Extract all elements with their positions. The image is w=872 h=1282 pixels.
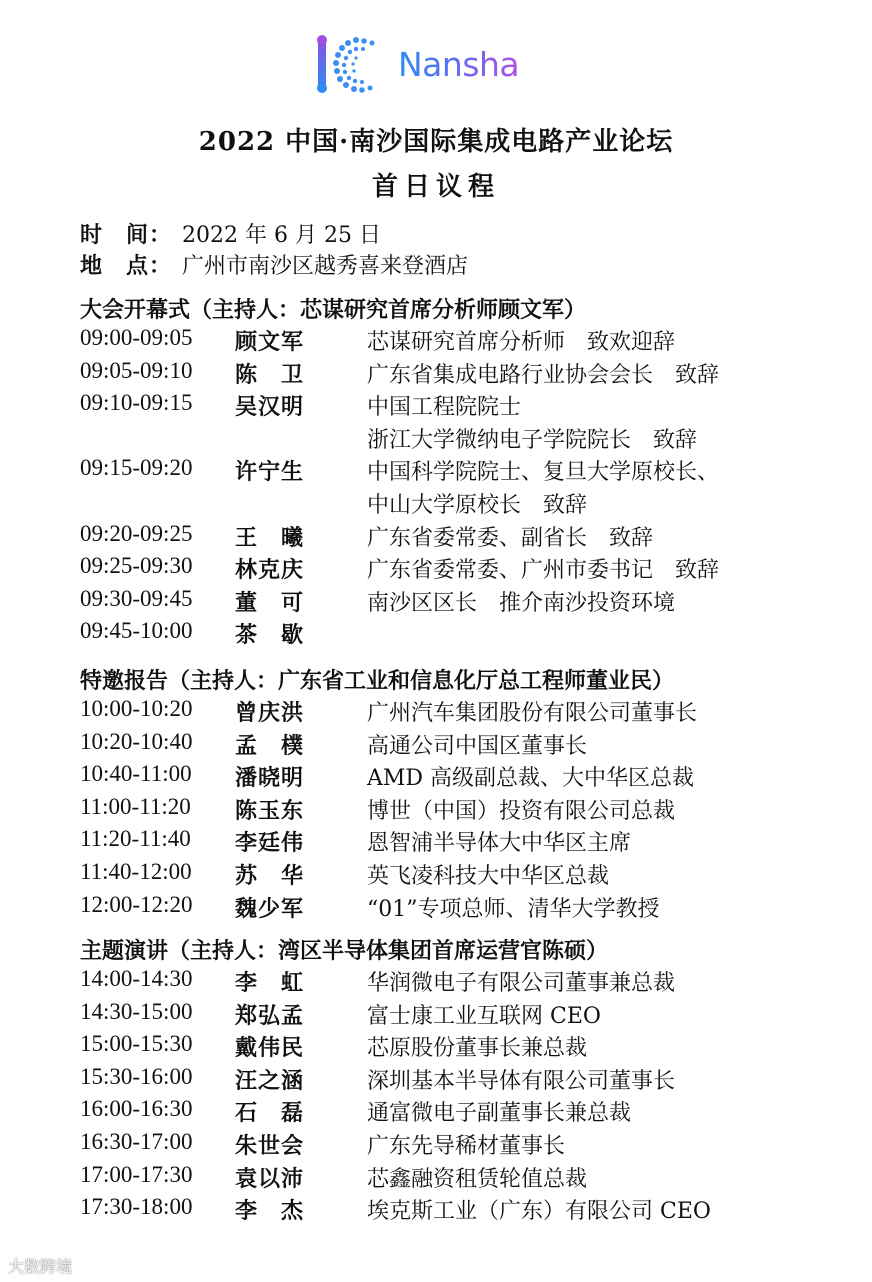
agenda-row <box>80 521 860 553</box>
speaker-name: 朱世会 <box>235 1133 305 1159</box>
speaker-role: 富士康工业互联网 CEO <box>367 1003 601 1029</box>
speaker-name: 林克庆 <box>235 557 305 584</box>
speaker-role: 南沙区区长 推介南沙投资环境 <box>367 590 676 616</box>
speaker-role: 广东先导稀材董事长 <box>367 1134 566 1159</box>
speaker-name: 李 虹 <box>235 970 305 996</box>
speaker-role: 广州汽车集团股份有限公司董事长 <box>367 701 698 726</box>
speaker-name: 董 可 <box>235 589 305 616</box>
agenda-row <box>80 761 860 793</box>
agenda-row <box>80 586 860 618</box>
speaker-role: “01”专项总师、清华大学教授 <box>367 896 660 922</box>
agenda-time: 10:20-10:40 <box>80 728 193 754</box>
speaker-role: 中国工程院院士 <box>367 395 522 421</box>
agenda-row <box>80 618 860 650</box>
speaker-role: 中国科学院院士、复旦大学原校长、 <box>367 460 720 486</box>
speaker-name: 郑弘孟 <box>235 1002 305 1029</box>
agenda-time: 16:30-17:00 <box>80 1129 193 1154</box>
speaker-name: 苏 华 <box>235 863 305 889</box>
agenda-time: 10:00-10:20 <box>80 696 193 721</box>
agenda-row <box>80 892 860 924</box>
meta-time-value: 2022 年 6 月 25 日 <box>182 223 381 248</box>
section-heading-text: 特邀报告（主持人：广东省工业和信息化厅总工程师董业民） <box>80 668 675 694</box>
agenda-row <box>80 455 860 487</box>
agenda-time: 14:30-15:00 <box>80 998 193 1024</box>
agenda-row <box>80 488 860 520</box>
speaker-name: 李廷伟 <box>235 830 305 857</box>
speaker-name: 潘晓明 <box>235 765 305 792</box>
agenda-time: 15:30-16:00 <box>80 1063 193 1089</box>
meta-time <box>80 218 381 249</box>
speaker-role: 芯鑫融资租赁轮值总裁 <box>367 1166 588 1192</box>
meta-place-label: 地 点： <box>80 253 173 279</box>
agenda-time: 09:20-09:25 <box>80 520 193 546</box>
agenda-row <box>80 1096 860 1128</box>
section-heading-text: 大会开幕式（主持人：芯谋研究首席分析师顾文军） <box>80 297 587 323</box>
section-heading <box>80 664 674 695</box>
agenda-row <box>80 859 860 891</box>
watermark: 大数跨境 <box>8 1257 73 1276</box>
agenda-row <box>80 1129 860 1161</box>
agenda-time: 11:20-11:40 <box>80 826 191 852</box>
speaker-role: 埃克斯工业（广东）有限公司 CEO <box>367 1199 711 1225</box>
agenda-time: 09:10-09:15 <box>80 390 193 416</box>
agenda-row <box>80 999 860 1031</box>
meta-place-value: 广州市南沙区越秀喜来登酒店 <box>182 254 469 279</box>
speaker-name: 王 曦 <box>235 524 305 551</box>
section-heading <box>80 293 586 324</box>
section-heading <box>80 934 608 965</box>
agenda-row <box>80 358 860 390</box>
agenda-row <box>80 826 860 858</box>
speaker-name: 陈 卫 <box>235 361 305 388</box>
agenda-time: 14:00-14:30 <box>80 966 193 991</box>
meta-place <box>80 249 468 280</box>
agenda-time: 16:00-16:30 <box>80 1096 193 1122</box>
speaker-role: 博世（中国）投资有限公司总裁 <box>367 798 676 824</box>
nansha-logo-mark-icon <box>312 32 396 102</box>
speaker-name: 陈玉东 <box>235 797 305 824</box>
page-subtitle: 首日议程 <box>371 172 500 202</box>
agenda-time: 11:00-11:20 <box>80 793 191 819</box>
speaker-name: 顾文军 <box>235 329 305 355</box>
agenda-row <box>80 729 860 761</box>
speaker-role: 浙江大学微纳电子学院院长 致辞 <box>367 427 698 453</box>
page-title: 2022 中国·南沙国际集成电路产业论坛 <box>198 127 674 157</box>
speaker-name: 魏少军 <box>235 895 305 922</box>
agenda-row <box>80 1162 860 1194</box>
speaker-role: 通富微电子副董事长兼总裁 <box>367 1101 632 1127</box>
agenda-time: 09:30-09:45 <box>80 585 193 611</box>
agenda-row <box>80 966 860 998</box>
logo-wordmark: Nansha <box>398 45 520 84</box>
speaker-name: 吴汉明 <box>235 394 305 421</box>
agenda-row <box>80 1031 860 1063</box>
agenda-row <box>80 390 860 422</box>
nansha-logo <box>312 32 542 102</box>
section-heading-text: 主题演讲（主持人：湾区半导体集团首席运营官陈硕） <box>80 938 609 964</box>
agenda-row <box>80 794 860 826</box>
speaker-role: 深圳基本半导体有限公司董事长 <box>367 1068 676 1094</box>
meta-time-label: 时 间： <box>80 222 173 248</box>
speaker-name: 许宁生 <box>235 459 305 486</box>
speaker-role: 高通公司中国区董事长 <box>367 733 588 759</box>
speaker-name: 茶 歇 <box>235 622 305 649</box>
agenda-time: 09:15-09:20 <box>80 455 193 481</box>
speaker-role: 广东省集成电路行业协会会长 致辞 <box>367 362 720 388</box>
speaker-name: 孟 樸 <box>235 732 305 759</box>
speaker-role: 恩智浦半导体大中华区主席 <box>367 831 632 857</box>
speaker-role: 广东省委常委、副省长 致辞 <box>367 525 654 551</box>
speaker-role: 芯原股份董事长兼总裁 <box>367 1036 588 1062</box>
speaker-role: 芯谋研究首席分析师 致欢迎辞 <box>367 330 676 355</box>
agenda-row <box>80 696 860 728</box>
speaker-name: 李 杰 <box>235 1198 305 1225</box>
agenda-time: 17:00-17:30 <box>80 1161 193 1187</box>
speaker-name: 汪之涵 <box>235 1067 305 1094</box>
agenda-time: 10:40-11:00 <box>80 761 192 787</box>
agenda-time: 11:40-12:00 <box>80 859 192 884</box>
speaker-name: 曾庆洪 <box>235 700 305 726</box>
speaker-role: 华润微电子有限公司董事兼总裁 <box>367 971 676 996</box>
speaker-role: 中山大学原校长 致辞 <box>367 493 588 518</box>
agenda-time: 09:25-09:30 <box>80 553 193 579</box>
speaker-role: AMD 高级副总裁、大中华区总裁 <box>367 766 695 792</box>
agenda-time: 09:45-10:00 <box>80 618 193 644</box>
agenda-row <box>80 553 860 585</box>
agenda-row <box>80 423 860 455</box>
agenda-row <box>80 325 860 357</box>
speaker-name: 戴伟民 <box>235 1035 305 1062</box>
speaker-name: 袁以沛 <box>235 1165 305 1192</box>
agenda-row <box>80 1194 860 1226</box>
agenda-time: 09:00-09:05 <box>80 325 193 350</box>
speaker-role: 英飞凌科技大中华区总裁 <box>367 864 610 889</box>
agenda-row <box>80 1064 860 1096</box>
agenda-time: 17:30-18:00 <box>80 1194 193 1220</box>
agenda-time: 15:00-15:30 <box>80 1031 193 1057</box>
agenda-time: 09:05-09:10 <box>80 357 193 383</box>
speaker-role: 广东省委常委、广州市委书记 致辞 <box>367 558 720 584</box>
speaker-name: 石 磊 <box>235 1100 305 1127</box>
agenda-time: 12:00-12:20 <box>80 891 193 917</box>
